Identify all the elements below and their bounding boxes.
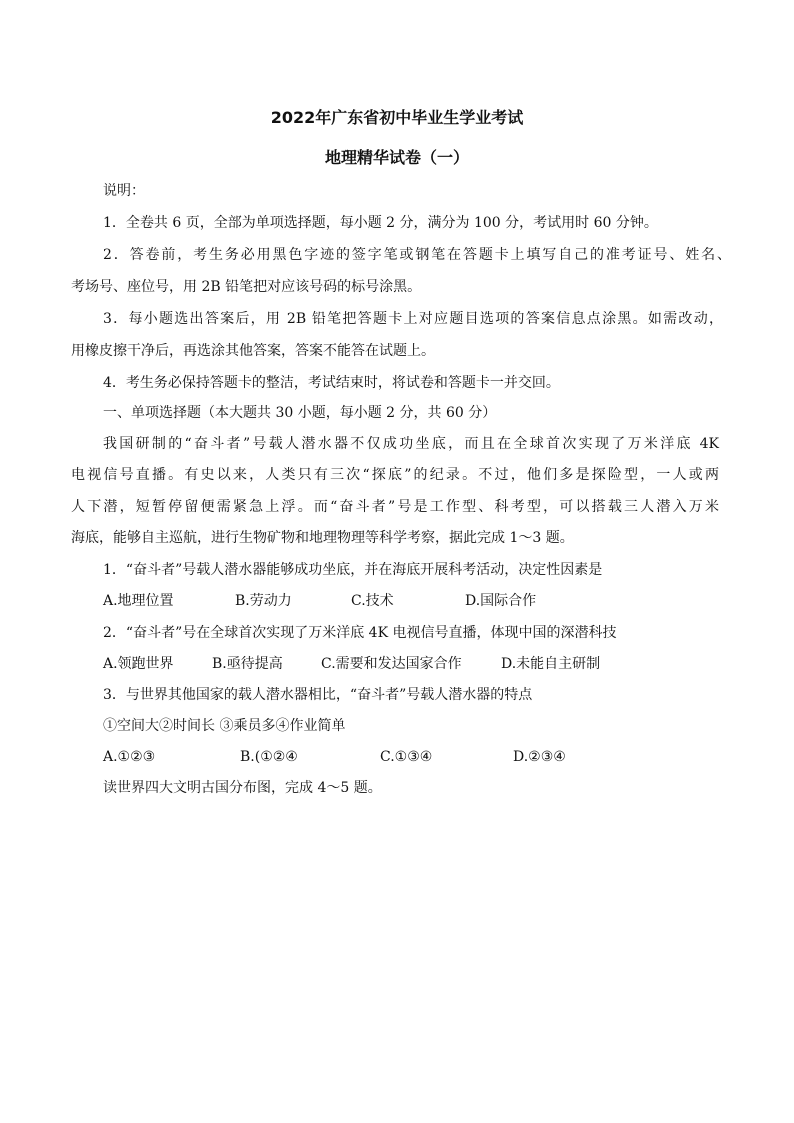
passage-line-4: 海底，能够自主巡航，进行生物矿物和地理物理等科学考察，据此完成 1～3 题。 bbox=[71, 530, 574, 546]
question-3-option-a: A.①②③ bbox=[103, 749, 156, 765]
question-2-stem: 2．“奋斗者”号在全球首次实现了万米洋底 4K 电视信号直播，体现中国的深潜科技 bbox=[103, 625, 617, 641]
question-2-option-a: A.领跑世界 bbox=[103, 656, 174, 672]
question-2-option-c: C.需要和发达国家合作 bbox=[321, 656, 462, 672]
passage-line-1: 我国研制的“奋斗者”号载人潜水器不仅成功坐底，而且在全球首次实现了万米洋底 4K bbox=[103, 436, 719, 452]
question-3-option-b: B.(①②④ bbox=[240, 749, 298, 765]
instruction-item-2-line-2: 考场号、座位号，用 2B 铅笔把对应该号码的标号涂黑。 bbox=[71, 279, 422, 295]
question-3-option-c: C.①③④ bbox=[380, 749, 433, 765]
instruction-item-4: 4．考生务必保持答题卡的整洁，考试结束时，将试卷和答题卡一并交回。 bbox=[103, 375, 560, 391]
passage-line-3: 人下潜，短暂停留便需紧急上浮。而“奋斗者”号是工作型、科考型，可以搭载三人潜入万米 bbox=[71, 499, 719, 515]
question-3-stem: 3．与世界其他国家的载人潜水器相比，“奋斗者”号载人潜水器的特点 bbox=[103, 687, 533, 703]
instruction-item-3-line-1: 3．每小题选出答案后，用 2B 铅笔把答题卡上对应题目选项的答案信息点涂黑。如需改动， bbox=[103, 311, 723, 327]
question-2-option-d: D.未能自主研制 bbox=[501, 656, 601, 672]
instructions-heading: 说明： bbox=[103, 183, 145, 199]
question-1-stem: 1．“奋斗者”号载人潜水器能够成功坐底，并在海底开展科考活动，决定性因素是 bbox=[103, 562, 603, 578]
question-1-option-a: A.地理位置 bbox=[103, 593, 174, 609]
instruction-item-3-line-2: 用橡皮擦干净后，再选涂其他答案，答案不能答在试题上。 bbox=[71, 343, 435, 359]
passage-line-2: 电视信号直播。有史以来，人类只有三次“探底”的纪录。不过，他们多是探险型，一人或两 bbox=[71, 467, 719, 483]
question-3-statements: ①空间大②时间长 ③乘员多④作业简单 bbox=[103, 718, 346, 734]
question-2-option-b: B.亟待提高 bbox=[212, 656, 283, 672]
question-1-option-c: C.技术 bbox=[351, 593, 394, 609]
question-1-option-b: B.劳动力 bbox=[235, 593, 292, 609]
next-question-intro: 读世界四大文明古国分布图，完成 4～5 题。 bbox=[103, 780, 382, 796]
section-heading: 一、单项选择题（本大题共 30 小题，每小题 2 分，共 60 分） bbox=[103, 405, 497, 421]
instruction-item-1: 1．全卷共 6 页，全部为单项选择题，每小题 2 分，满分为 100 分，考试用时 60 分钟。 bbox=[103, 215, 658, 231]
instruction-item-2-line-1: 2．答卷前，考生务必用黑色字迹的签字笔或钢笔在答题卡上填写自己的准考证号、姓名、 bbox=[103, 247, 731, 263]
exam-subtitle: 地理精华试卷（一） bbox=[324, 148, 469, 167]
exam-title: 2022年广东省初中毕业生学业考试 bbox=[270, 108, 524, 127]
question-3-option-d: D.②③④ bbox=[513, 749, 566, 765]
question-1-option-d: D.国际合作 bbox=[465, 593, 537, 609]
